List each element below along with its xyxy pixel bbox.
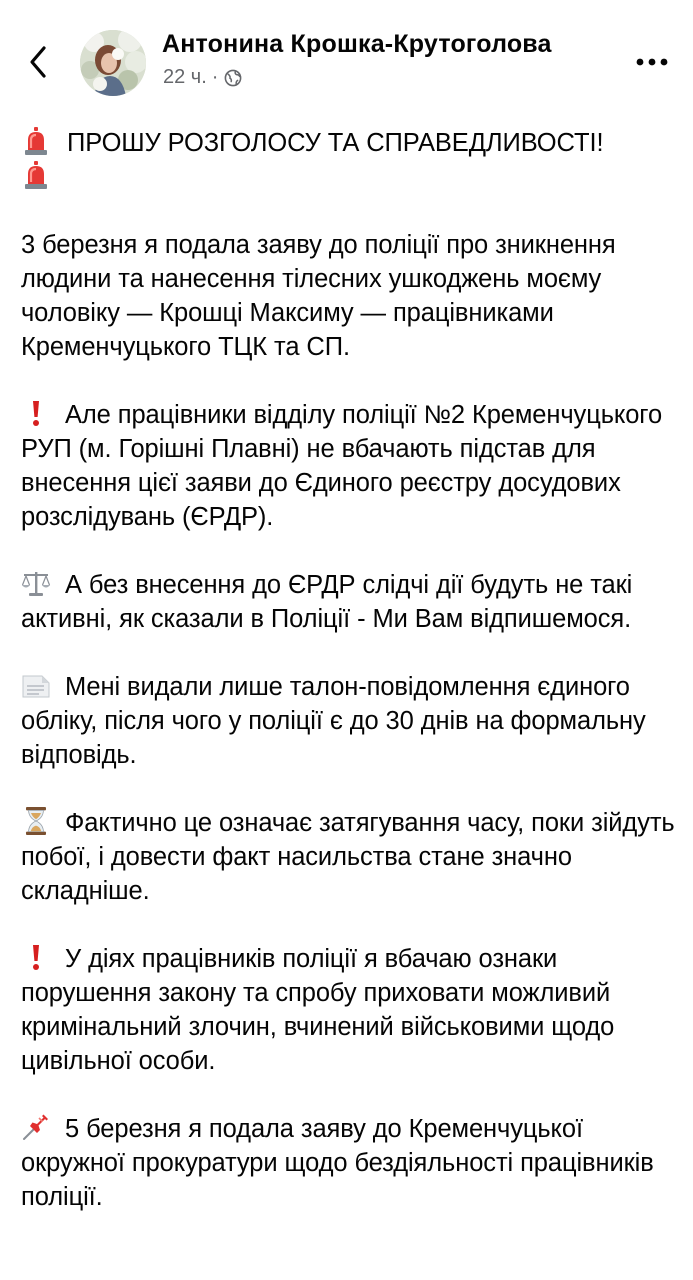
meta-separator: · bbox=[211, 66, 219, 88]
page-icon bbox=[21, 670, 51, 700]
back-button[interactable] bbox=[22, 38, 58, 86]
post-time[interactable]: 22 ч. bbox=[163, 66, 207, 88]
post-paragraph bbox=[21, 942, 681, 1078]
post-paragraph bbox=[21, 228, 681, 364]
post-title-paragraph bbox=[21, 126, 681, 194]
more-horizontal-icon bbox=[632, 50, 672, 74]
paragraph-text: 5 березня я подала заяву до Кременчуцької окружної прокуратури щодо бездіяльності працівників поліції. bbox=[21, 1115, 654, 1211]
paragraph-text: А без внесення до ЄРДР слідчі дії будуть не такі активні, як сказали в Поліції - Ми Вам відпишемося. bbox=[21, 571, 633, 633]
paragraph-text: Але працівники відділу поліції №2 Кременчуцького РУП (м. Горішні Плавні) не вбачають підстав для внесення цієї заяви до Єдиного реєстру досудових розслідувань (ЄРДР). bbox=[21, 401, 663, 531]
post-paragraph bbox=[21, 806, 681, 908]
post-paragraph bbox=[21, 670, 681, 772]
hourglass-icon bbox=[21, 806, 51, 836]
rotating-light-icon bbox=[21, 160, 51, 190]
post-paragraph bbox=[21, 1112, 681, 1214]
exclamation-icon bbox=[21, 942, 51, 972]
paragraph-text: 3 березня я подала заяву до поліції про зникнення людини та нанесення тілесних ушкоджень моєму чоловіку — Крошці Максиму — працівниками Кременчуцького ТЦК та СП. bbox=[21, 231, 616, 361]
pushpin-icon bbox=[21, 1112, 51, 1142]
chevron-left-icon bbox=[22, 38, 58, 86]
post-title: ПРОШУ РОЗГОЛОСУ ТА СПРАВЕДЛИВОСТІ! bbox=[67, 129, 604, 157]
post-paragraph bbox=[21, 568, 681, 636]
globe-icon[interactable] bbox=[224, 69, 242, 87]
post-body bbox=[21, 118, 681, 1214]
paragraph-text: Фактично це означає затягування часу, поки зійдуть побої, і довести факт насильства стане значно складніше. bbox=[21, 809, 675, 905]
rotating-light-icon bbox=[21, 126, 51, 156]
avatar[interactable] bbox=[80, 30, 146, 96]
exclamation-icon bbox=[21, 398, 51, 428]
paragraph-text: Мені видали лише талон-повідомлення єдиного обліку, після чого у поліції є до 30 днів на формальну відповідь. bbox=[21, 673, 646, 769]
post-paragraph bbox=[21, 398, 681, 534]
post-header bbox=[0, 0, 693, 118]
scales-icon bbox=[21, 568, 51, 598]
paragraph-text: У діях працівників поліції я вбачаю ознаки порушення закону та спробу приховати можливий кримінальний злочин, вчинений військовими щодо цивільної особи. bbox=[21, 945, 615, 1075]
more-options-button[interactable] bbox=[632, 50, 672, 74]
post-meta bbox=[163, 66, 242, 89]
author-name[interactable]: Антонина Крошка-Крутоголова bbox=[162, 30, 552, 58]
